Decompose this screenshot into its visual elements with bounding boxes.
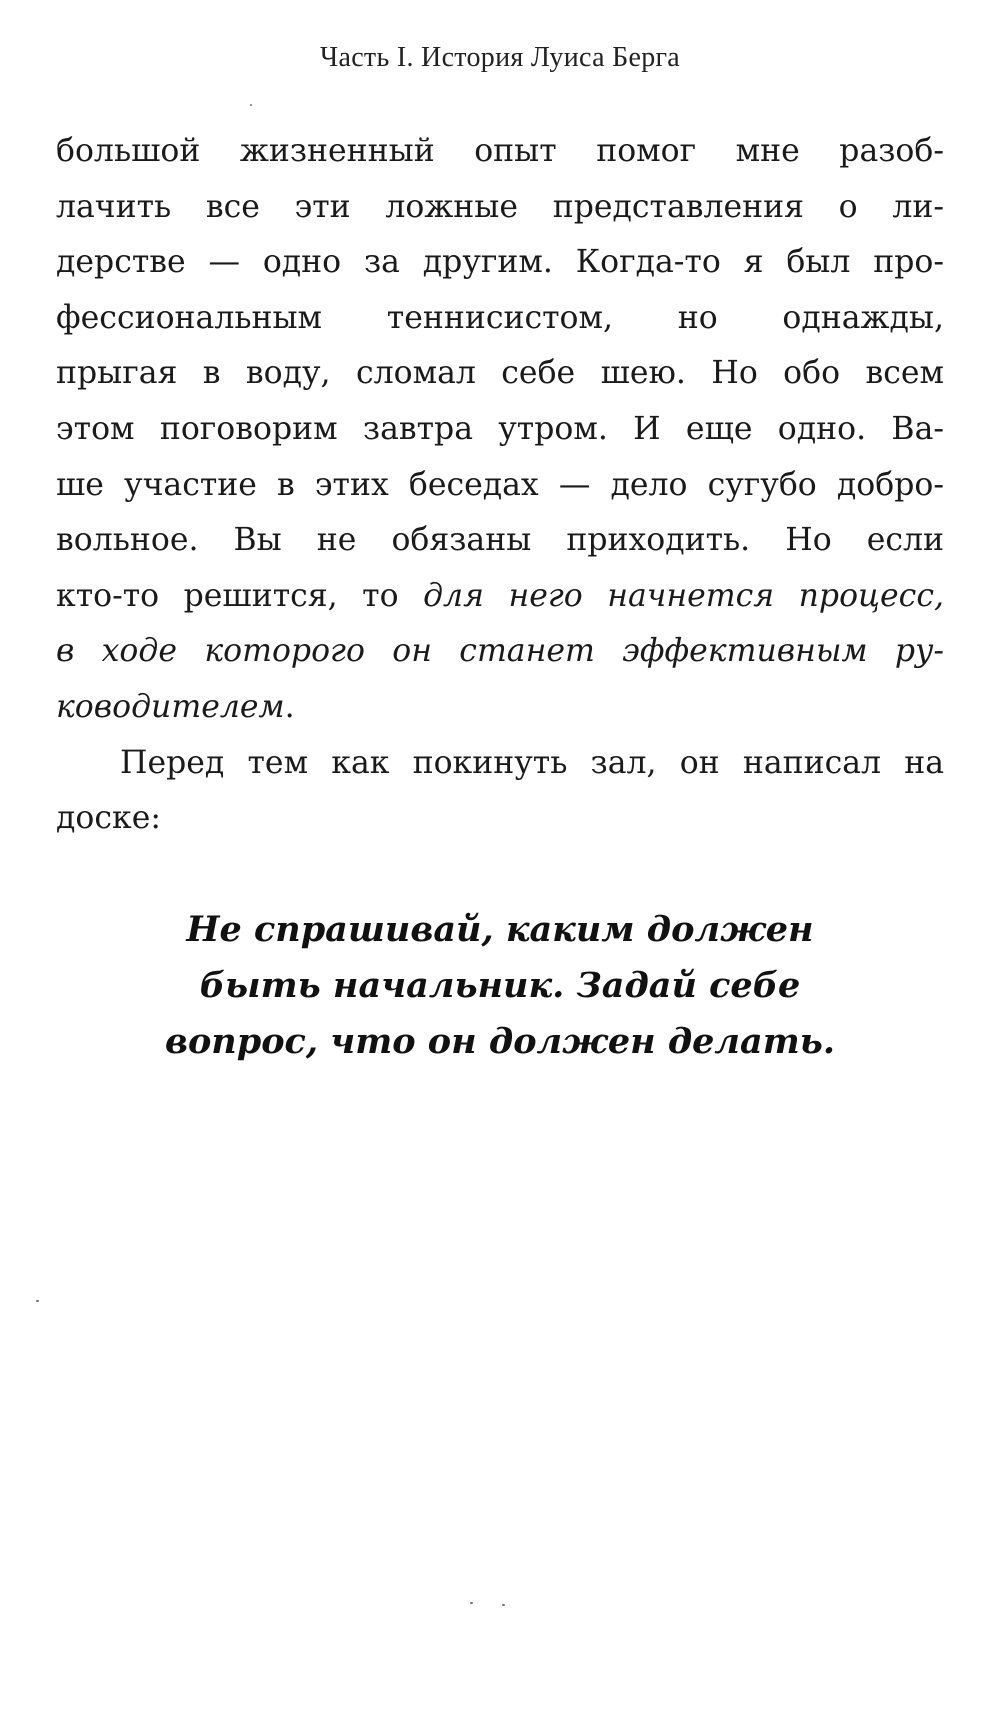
highlighted-quote bbox=[100, 902, 900, 1070]
scan-speck bbox=[36, 1300, 39, 1302]
scan-speck bbox=[502, 1604, 505, 1606]
emphasis-text: ководителем bbox=[56, 688, 285, 725]
text-line: лачить все эти ложные представления о ли- bbox=[56, 188, 944, 225]
text-line bbox=[56, 680, 944, 736]
text-line: вольное. Вы не обязаны приходить. Но если bbox=[56, 522, 944, 559]
running-header: Часть I. История Луиса Берга bbox=[319, 42, 681, 73]
scan-speck bbox=[470, 1602, 473, 1604]
text-line: прыгая в воду, сломал себе шею. Но обо всем bbox=[56, 355, 944, 392]
emphasis-line: в ходе которого он станет эффективным ру- bbox=[56, 633, 944, 670]
text-line: дерстве — одно за другим. Когда-то я был про- bbox=[56, 244, 944, 281]
emphasis-text: для него начнется процесс, bbox=[423, 577, 944, 614]
scan-speck bbox=[250, 104, 252, 106]
text-line bbox=[56, 569, 944, 625]
plain-text: кто-то решится, то bbox=[56, 577, 424, 614]
text-line: Перед тем как покинуть зал, он написал на bbox=[120, 744, 944, 781]
paragraph-1 bbox=[56, 124, 944, 736]
quote-line: Не спрашивай, каким должен bbox=[186, 909, 814, 950]
text-line: фессиональным теннисистом, но однажды, bbox=[56, 299, 944, 336]
quote-line: вопрос, что он должен делать. bbox=[164, 1021, 836, 1062]
quote-line: быть начальник. Задай себе bbox=[199, 965, 801, 1006]
text-line: доске: bbox=[56, 800, 161, 837]
text-line: большой жизненный опыт помог мне разоб- bbox=[56, 133, 944, 169]
plain-text: . bbox=[284, 688, 295, 725]
body-text bbox=[56, 124, 944, 847]
text-line: этом поговорим завтра утром. И еще одно. Ва- bbox=[56, 410, 944, 447]
text-line: ше участие в этих беседах — дело сугубо добро- bbox=[56, 466, 944, 503]
paragraph-2 bbox=[56, 736, 944, 847]
